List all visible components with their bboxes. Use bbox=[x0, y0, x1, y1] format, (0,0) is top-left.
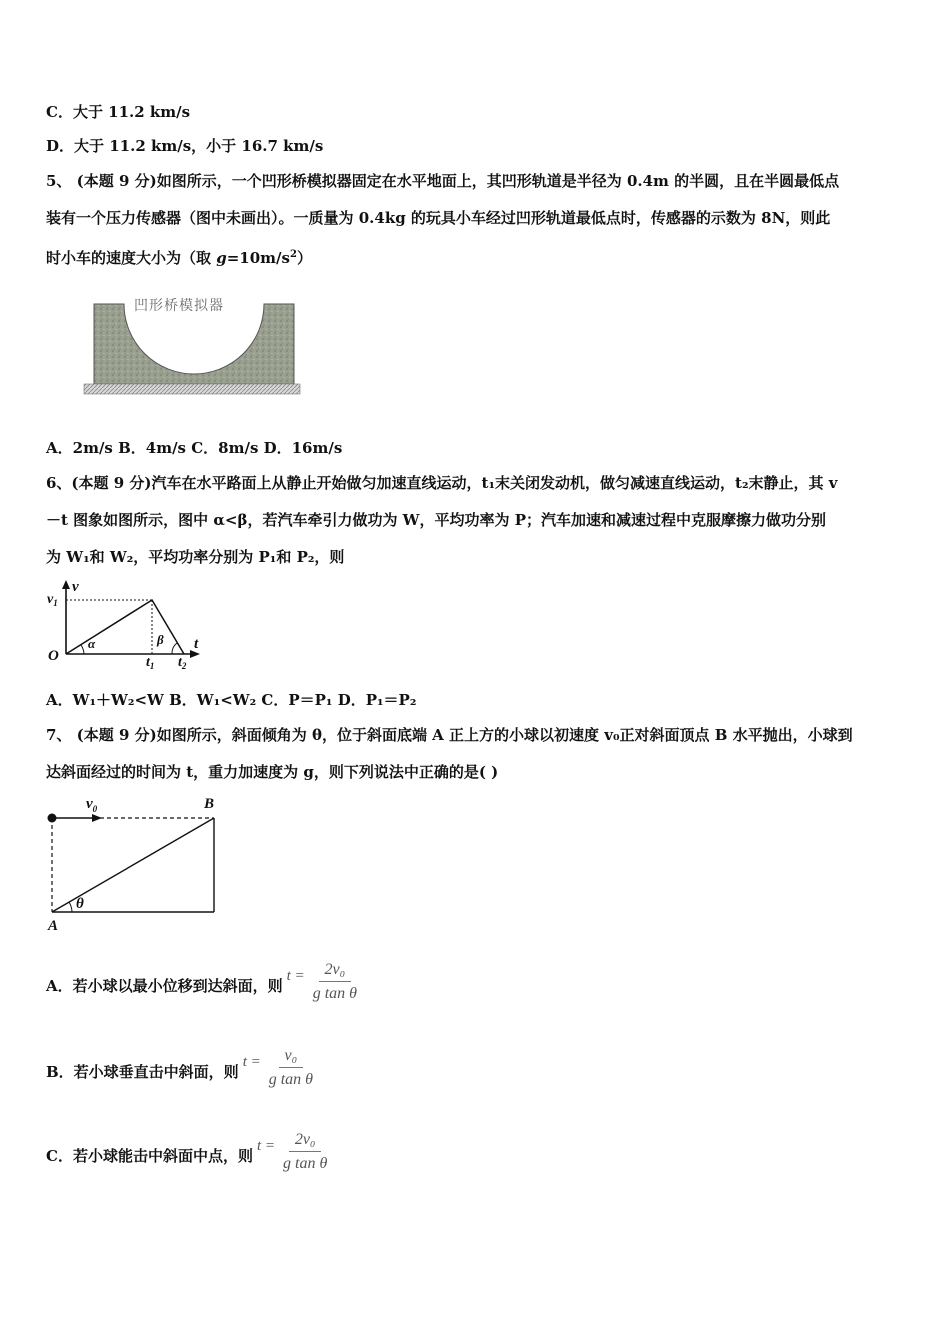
t-label: t bbox=[194, 636, 199, 652]
q5-line3-post: =10m/s bbox=[226, 249, 290, 267]
v0-label-main: v bbox=[86, 796, 93, 812]
q6-options: A．W₁＋W₂<W B．W₁<W₂ C．P＝P₁ D．P₁＝P₂ bbox=[46, 691, 417, 709]
q7-option-c-text: C．若小球能击中斜面中点，则 bbox=[46, 1147, 253, 1165]
v1-label-sub: 1 bbox=[53, 598, 58, 608]
t1-label-sub: 1 bbox=[149, 661, 155, 671]
v1-label-main: v bbox=[47, 592, 54, 607]
t2-label-sub: 2 bbox=[181, 661, 187, 671]
q7-option-c-den: g tan θ bbox=[283, 1155, 328, 1172]
vt-graph-figure bbox=[44, 578, 214, 674]
alpha-label: α bbox=[88, 636, 96, 651]
q7-option-c-fraction bbox=[279, 1130, 331, 1174]
t1-label bbox=[146, 655, 154, 671]
q7-text-line1: 7、 (本题 9 分)如图所示，斜面倾角为 θ，位于斜面底端 A 正上方的小球以初速度 v₀正对斜面顶点 B 水平抛出，小球到 bbox=[46, 726, 853, 744]
concave-bridge-figure bbox=[82, 296, 302, 400]
bridge-body bbox=[94, 304, 294, 384]
incline-projectile-figure bbox=[44, 792, 224, 934]
v1-label bbox=[47, 592, 58, 608]
q6-text-line1: 6、(本题 9 分)汽车在水平路面上从静止开始做匀加速直线运动，t₁末关闭发动机，做匀减速直线运动，t₂末静止，其 v bbox=[46, 474, 838, 492]
q7-option-b-num: v₀ bbox=[279, 1046, 304, 1068]
q7-option-a-formula bbox=[286, 961, 361, 1008]
v0-label bbox=[86, 796, 98, 814]
beta-arc bbox=[172, 643, 177, 654]
alpha-arc bbox=[81, 645, 84, 654]
q7-option-b-formula bbox=[242, 1047, 317, 1094]
q7-option-b bbox=[46, 1047, 317, 1094]
q7-option-a-text: A．若小球以最小位移到达斜面，则 bbox=[46, 977, 283, 995]
q7-option-a-fraction bbox=[309, 960, 361, 1004]
q7-option-c-t: t = bbox=[256, 1138, 275, 1154]
ground-hatch bbox=[84, 384, 300, 394]
q7-option-c-num: 2v₀ bbox=[289, 1130, 322, 1152]
q7-option-b-den: g tan θ bbox=[268, 1071, 314, 1088]
q7-text-line2: 达斜面经过的时间为 t，重力加速度为 g，则下列说法中正确的是( ) bbox=[46, 763, 499, 781]
q7-option-b-fraction bbox=[265, 1046, 317, 1090]
q7-option-b-t: t = bbox=[242, 1054, 261, 1070]
bridge-label: 凹形桥模拟器 bbox=[134, 298, 224, 314]
q5-text-line3 bbox=[46, 245, 312, 268]
theta-label: θ bbox=[76, 896, 84, 912]
t1-label-main: t bbox=[146, 655, 150, 670]
q5-options: A．2m/s B．4m/s C．8m/s D．16m/s bbox=[46, 439, 343, 457]
a-label: A bbox=[48, 918, 59, 934]
v-label: v bbox=[72, 579, 79, 595]
ball bbox=[48, 814, 57, 823]
origin-label: O bbox=[48, 648, 59, 664]
v0-label-sub: 0 bbox=[92, 804, 98, 814]
q7-option-c-formula bbox=[256, 1131, 331, 1178]
q7-option-a-t: t = bbox=[286, 968, 305, 984]
q5-line3-g: g bbox=[216, 249, 227, 267]
b-label: B bbox=[204, 796, 215, 812]
q5-text-line2: 装有一个压力传感器（图中未画出）。一质量为 0.4kg 的玩具小车经过凹形轨道最低点时，传感器的示数为 8N，则此 bbox=[46, 209, 831, 227]
v-axis-arrow bbox=[62, 580, 70, 589]
velocity-arrowhead bbox=[92, 814, 102, 822]
q6-text-line2: －t 图象如图所示，图中 α<β，若汽车牵引力做功为 W，平均功率为 P；汽车加速和减速过程中克服摩擦力做功分别 bbox=[46, 511, 827, 529]
q5-text-line1: 5、 (本题 9 分)如图所示，一个凹形桥模拟器固定在水平地面上，其凹形轨道是半径为 0.4m 的半圆，且在半圆最低点 bbox=[46, 172, 840, 190]
q5-line3-end: ） bbox=[296, 249, 312, 267]
q7-option-b-text: B．若小球垂直击中斜面，则 bbox=[46, 1063, 239, 1081]
q5-line3-sup: 2 bbox=[289, 249, 297, 260]
t2-label-main: t bbox=[178, 655, 182, 670]
vt-curve bbox=[66, 600, 184, 654]
theta-arc bbox=[69, 902, 72, 912]
beta-label: β bbox=[157, 632, 164, 647]
q7-option-a-num: 2v₀ bbox=[319, 960, 352, 982]
q4-option-d: D．大于 11.2 km/s，小于 16.7 km/s bbox=[46, 137, 324, 155]
q7-option-c bbox=[46, 1131, 331, 1178]
q7-option-a bbox=[46, 961, 361, 1008]
q6-text-line3: 为 W₁和 W₂，平均功率分别为 P₁和 P₂，则 bbox=[46, 548, 345, 566]
q7-option-a-den: g tan θ bbox=[312, 985, 357, 1002]
t2-label bbox=[178, 655, 187, 671]
q5-line3-pre: 时小车的速度大小为（取 bbox=[46, 249, 217, 267]
q4-option-c: C．大于 11.2 km/s bbox=[46, 103, 191, 121]
